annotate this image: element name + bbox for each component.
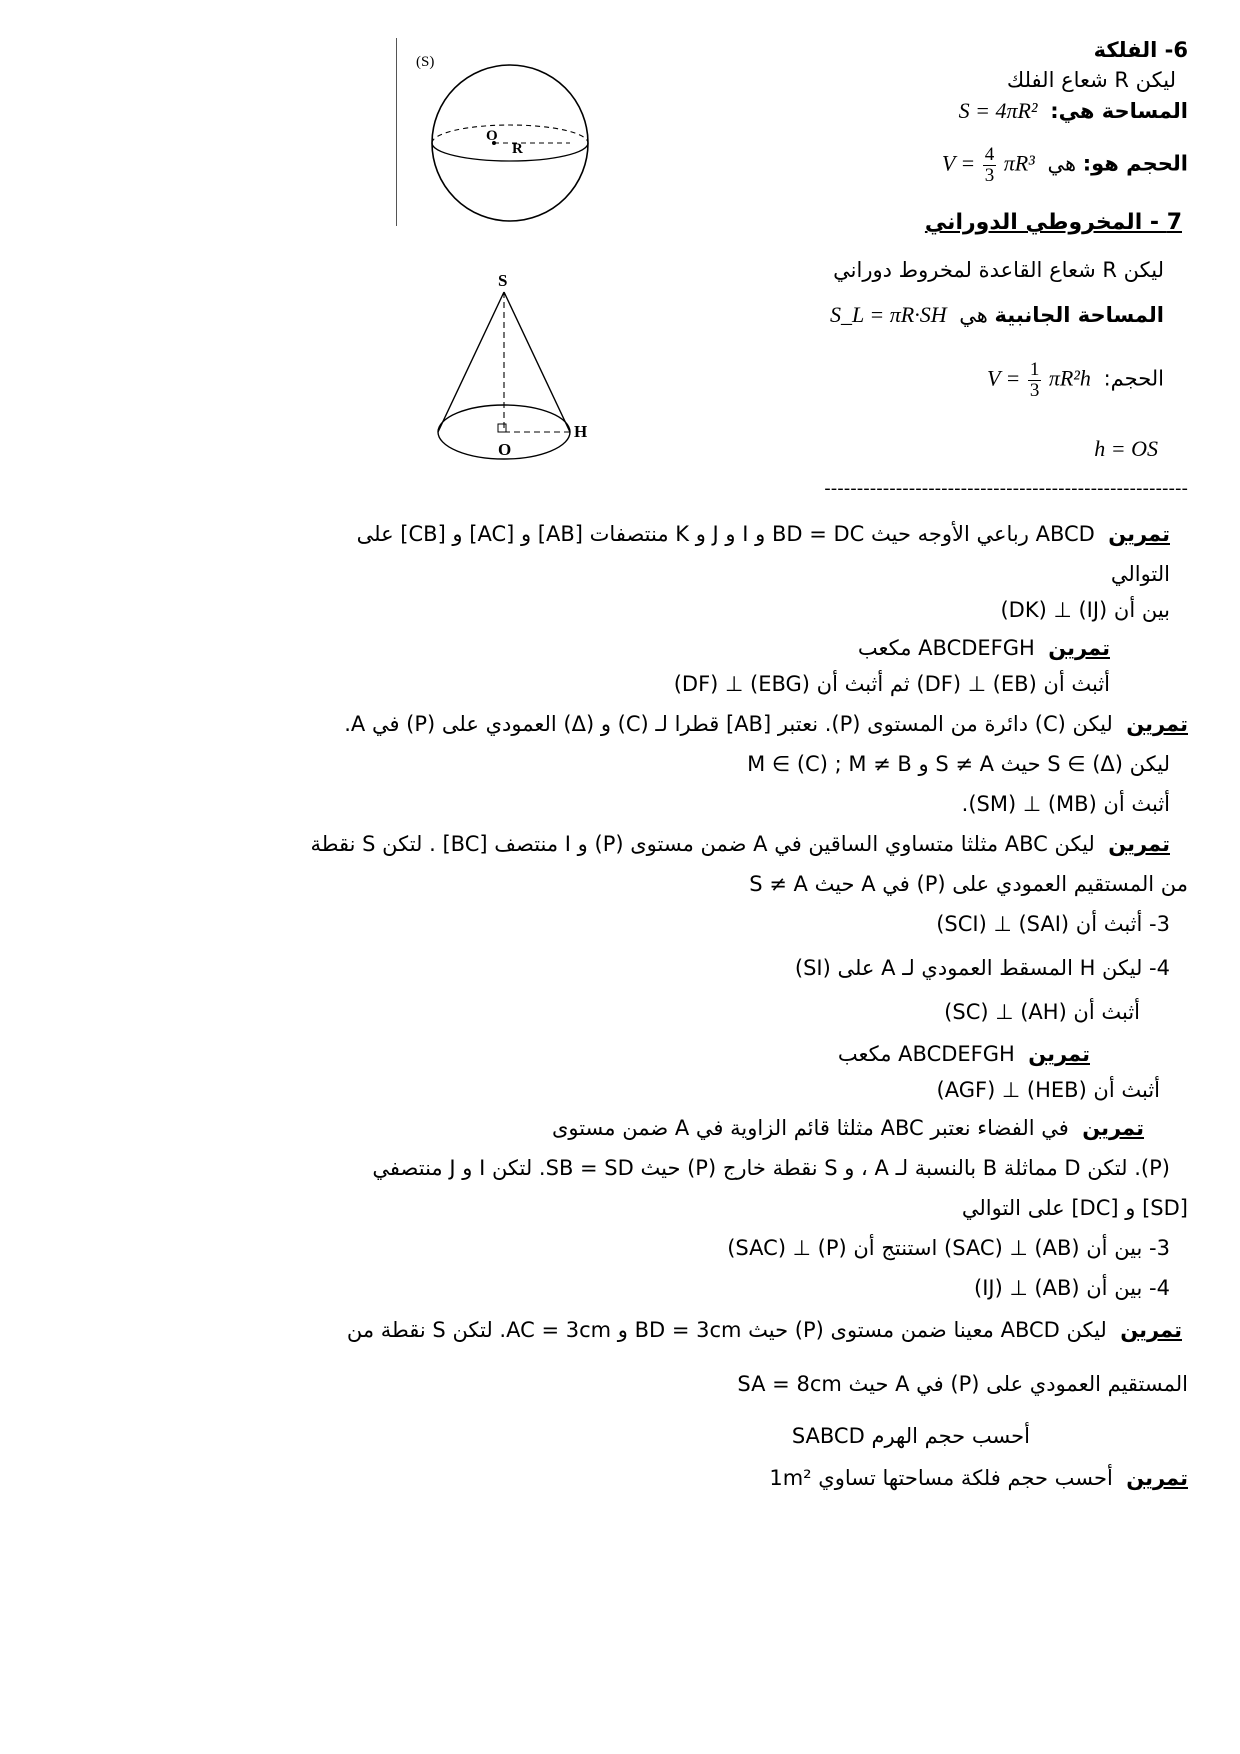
exercise-1-text-2: التوالي	[1110, 562, 1170, 586]
exercise-3-title: تمرين	[1126, 712, 1188, 736]
exercise-8-line-1	[769, 1466, 1188, 1490]
cone-height-text: h = OS	[1094, 436, 1158, 461]
exercise-1-title: تمرين	[1108, 522, 1170, 546]
exercise-4-line-5	[944, 1000, 1140, 1024]
cone-volume-label: الحجم:	[1103, 366, 1164, 391]
exercise-6-line-2	[372, 1156, 1170, 1180]
exercise-4-title: تمرين	[1108, 832, 1170, 856]
exercise-2-line-2	[674, 672, 1110, 696]
cone-height-formula	[1088, 436, 1164, 462]
exercise-4-line-4	[795, 956, 1170, 980]
cone-figure	[428, 262, 598, 472]
cone-lateral-label: المساحة الجانبية	[994, 303, 1164, 327]
exercise-4-text-3: 3- أثبث أن (SAI) ⊥ (SCI)	[936, 912, 1170, 936]
section-divider: --------------------------------------------------------	[824, 478, 1188, 499]
exercise-2-line-1	[858, 636, 1110, 660]
cone-radius-text: ليكن R شعاع القاعدة لمخروط دوراني	[833, 258, 1164, 282]
sphere-volume-line	[936, 145, 1188, 186]
sphere-radius-text: ليكن R شعاع الفلك	[1006, 68, 1176, 92]
cone-lateral-word: هي	[959, 303, 988, 327]
exercise-5-line-2	[937, 1078, 1161, 1102]
cone-lateral-line	[824, 302, 1164, 328]
cone-volume-formula	[987, 360, 1091, 401]
sphere-label-r: R	[512, 141, 523, 157]
exercise-7-text-1: ليكن ABCD معينا ضمن مستوى (P) حيث BD = 3cm و AC = 3cm. لتكن S نقطة من	[346, 1318, 1107, 1342]
exercise-3-text-3: أثبث أن (MB) ⊥ (SM).	[961, 792, 1170, 816]
exercise-6-text-3: [SD] و [DC] على التوالي	[961, 1196, 1188, 1220]
sphere-figure	[410, 40, 610, 230]
exercise-4-line-1	[310, 832, 1170, 856]
exercise-4-text-4: 4- ليكن H المسقط العمودي لـ A على (SI)	[794, 956, 1170, 980]
exercise-6-text-2: (P). لتكن D مماثلة B بالنسبة لـ A ، و S نقطة خارج (P) حيث SB = SD. لتكن I و J منتصفي	[372, 1156, 1170, 1180]
exercise-4-line-3	[936, 912, 1170, 936]
figure-frame-rule	[396, 38, 397, 226]
exercise-1-line-2	[1111, 562, 1170, 586]
exercise-7-line-1	[347, 1318, 1182, 1342]
exercise-6-text-5: 4- بين أن (AB) ⊥ (IJ)	[973, 1276, 1170, 1300]
exercise-1-line-3	[1000, 598, 1170, 622]
sphere-equator-back	[432, 125, 588, 143]
exercise-3-text-2: ليكن S ∈ (Δ) حيث S ≠ A و M ∈ (C) ; M ≠ B	[747, 752, 1170, 776]
exercise-3-text-1: ليكن (C) دائرة من المستوى (P). نعتبر [AB] قطرا لـ (C) و (Δ) العمودي على (P) في A.	[344, 712, 1113, 736]
exercise-3-line-2	[747, 752, 1170, 776]
exercise-1-text-3: بين أن (IJ) ⊥ (DK)	[1000, 598, 1170, 622]
exercise-7-line-2	[737, 1372, 1188, 1396]
cone-heading: 7 - المخروطي الدوراني	[924, 210, 1182, 235]
exercise-6-line-3	[962, 1196, 1188, 1220]
sphere-volume-lhs: V =	[941, 150, 976, 176]
exercise-4-text-1: ليكن ABC مثلثا متساوي الساقين في A ضمن مستوى (P) و I منتصف [BC] . لتكن S نقطة	[310, 832, 1095, 856]
sphere-area-line	[953, 98, 1188, 124]
exercise-6-text-1: في الفضاء نعتبر ABC مثلثا قائم الزاوية في A ضمن مستوى	[551, 1116, 1069, 1140]
exercise-4-text-5: أثبث أن (AH) ⊥ (SC)	[944, 1000, 1140, 1024]
exercise-5-text-1: ABCDEFGH مكعب	[837, 1042, 1015, 1066]
exercise-1-line-1	[357, 522, 1170, 546]
cone-volume-rest: πR²h	[1048, 365, 1091, 391]
sphere-label-o: O	[486, 128, 498, 144]
cone-lateral-formula: S_L = πR·SH	[830, 302, 947, 327]
cone-label-o: O	[498, 440, 512, 459]
exercise-2-text-1: ABCDEFGH مكعب	[857, 636, 1035, 660]
sphere-volume-label: الحجم هو:	[1082, 151, 1188, 176]
exercise-3-line-3	[962, 792, 1170, 816]
exercise-8-text-1: أحسب حجم فلكة مساحتها تساوي 1m²	[769, 1466, 1113, 1490]
exercise-7-line-3	[792, 1424, 1030, 1448]
exercise-2-text-2: أثبث أن (EB) ⊥ (DF) ثم أثبث أن (EBG) ⊥ (DF)	[673, 672, 1110, 696]
sphere-volume-rest: πR³	[1003, 150, 1035, 176]
exercise-5-line-1	[838, 1042, 1090, 1066]
sphere-volume-formula	[942, 145, 1035, 186]
exercise-1-text-1: ABCD رباعي الأوجه حيث BD = DC و I و J و K منتصفات [AB] و [AC] و [CB] على	[356, 522, 1095, 546]
sphere-heading: 6- الفلكة	[1093, 38, 1188, 62]
exercise-5-title: تمرين	[1028, 1042, 1090, 1066]
sphere-area-formula: S = 4πR²	[958, 98, 1038, 123]
exercise-7-text-2: المستقيم العمودي على (P) في A حيث SA = 8cm	[737, 1372, 1188, 1396]
exercise-6-line-5	[974, 1276, 1170, 1300]
sphere-volume-fraction: $\frac{4}{3}$	[984, 144, 995, 186]
exercise-6-line-4	[727, 1236, 1170, 1260]
exercise-8-title: تمرين	[1126, 1466, 1188, 1490]
sphere-label-s: (S)	[416, 54, 435, 70]
cone-label-s: S	[498, 271, 508, 290]
sphere-area-label: المساحة هي:	[1050, 99, 1188, 123]
exercise-4-text-2: من المستقيم العمودي على (P) في A حيث S ≠ A	[749, 872, 1188, 896]
exercise-6-line-1	[552, 1116, 1144, 1140]
exercise-6-text-4: 3- بين أن (AB) ⊥ (SAC) استنتج أن (P) ⊥ (SAC)	[727, 1236, 1170, 1260]
sphere-volume-word: هي	[1047, 151, 1077, 176]
exercise-2-title: تمرين	[1048, 636, 1110, 660]
cone-volume-lhs: V =	[986, 365, 1021, 391]
sphere-outline	[432, 65, 588, 221]
sphere-equator-front	[432, 143, 588, 161]
cone-label-h: H	[574, 422, 588, 441]
exercise-6-title: تمرين	[1082, 1116, 1144, 1140]
exercise-7-text-3: أحسب حجم الهرم SABCD	[791, 1424, 1030, 1448]
exercise-4-line-2	[749, 872, 1188, 896]
cone-volume-line	[981, 360, 1164, 401]
cone-volume-fraction: $\frac{1}{3}$	[1029, 359, 1040, 401]
exercise-7-title: تمرين	[1120, 1318, 1182, 1342]
exercise-5-text-2: أثبث أن (HEB) ⊥ (AGF)	[936, 1078, 1160, 1102]
exercise-3-line-1	[344, 712, 1188, 736]
